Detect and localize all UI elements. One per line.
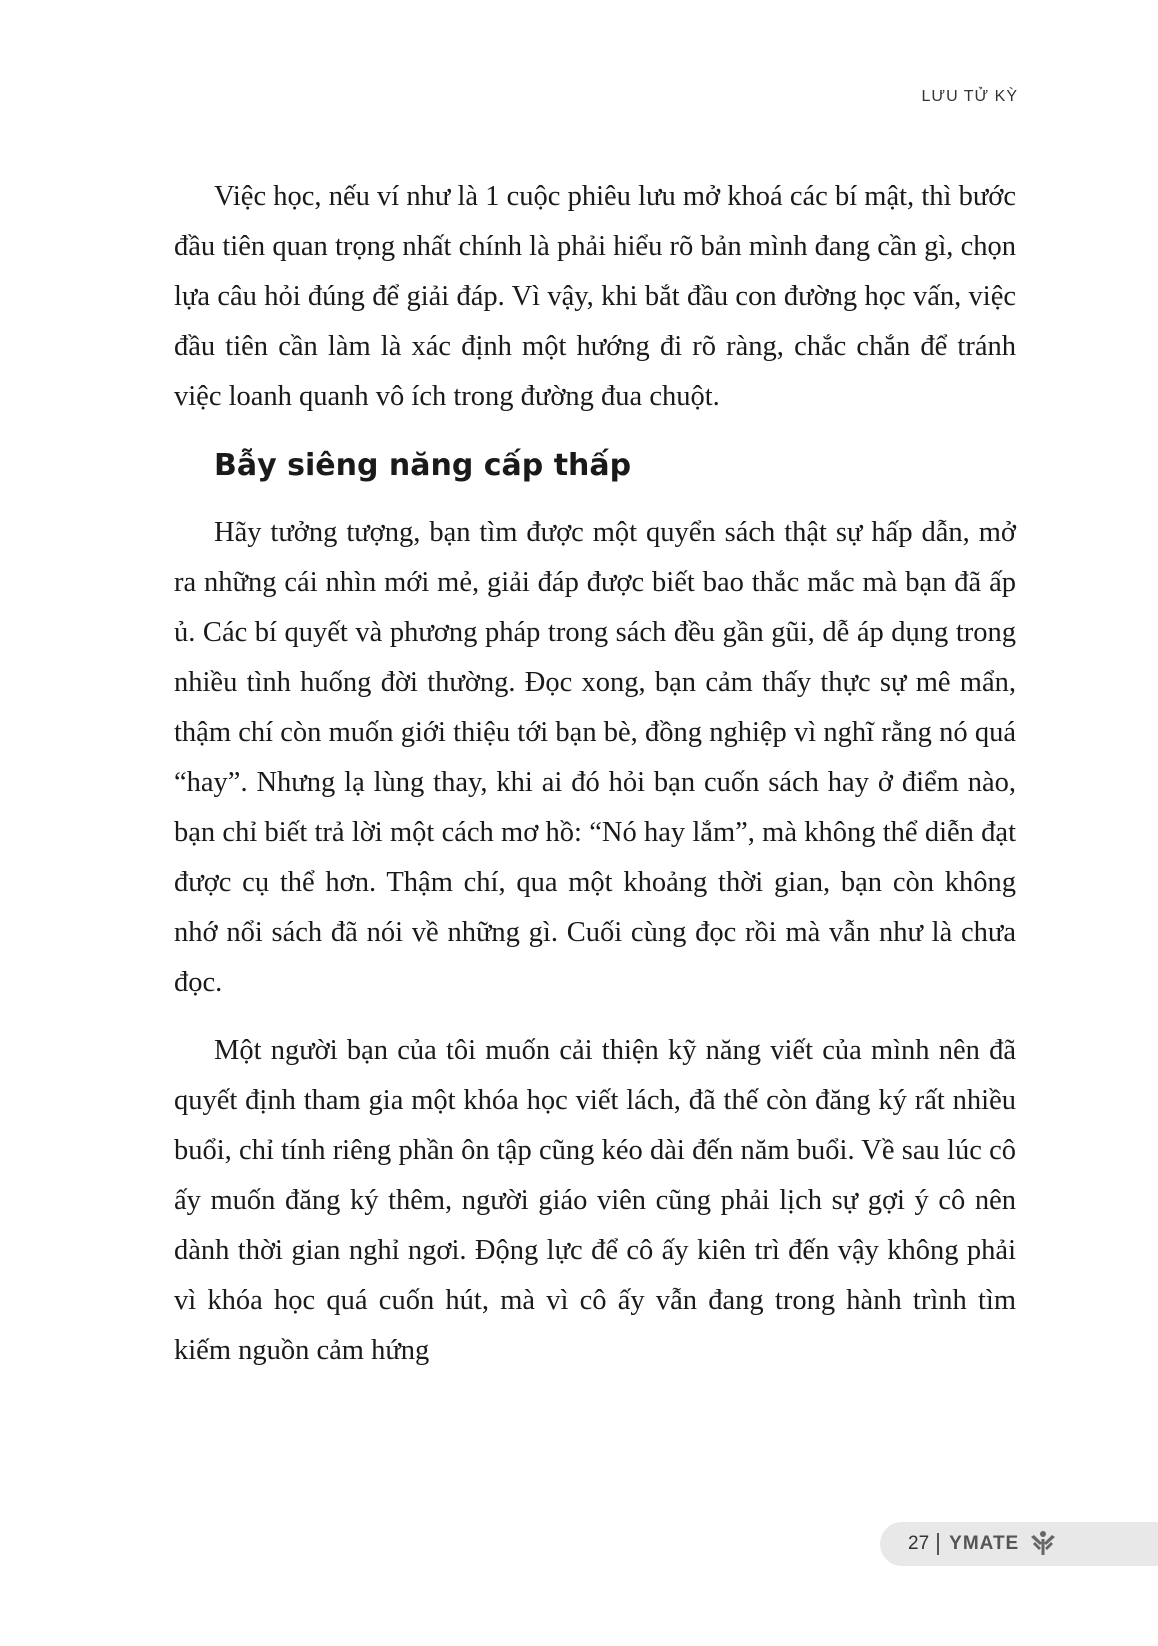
page-number: 27 [908, 1533, 930, 1554]
footer-tab [880, 1522, 1158, 1566]
brand-name: YMATE [949, 1533, 1020, 1554]
ymate-logo-icon [1027, 1528, 1059, 1560]
paragraph: Việc học, nếu ví như là 1 cuộc phiêu lưu mở khoá các bí mật, thì bước đầu tiên quan trọng nhất chính là phải hiểu rõ bản mình đang cần gì, chọn lựa câu hỏi đúng để giải đáp. Vì vậy, khi bắt đầu con đường học vấn, việc đầu tiên cần làm là xác định một hướng đi rõ ràng, chắc chắn để tránh việc loanh quanh vô ích trong đường đua chuột. [174, 181, 1016, 412]
paragraph: Một người bạn của tôi muốn cải thiện kỹ năng viết của mình nên đã quyết định tham gia một khóa học viết lách, đã thế còn đăng ký rất nhiều buổi, chỉ tính riêng phần ôn tập cũng kéo dài đến năm buổi. Về sau lúc cô ấy muốn đăng ký thêm, người giáo viên cũng phải lịch sự gợi ý cô nên dành thời gian nghỉ ngơi. Động lực để cô ấy kiên trì đến vậy không phải vì khóa học quá cuốn hút, mà vì cô ấy vẫn đang trong hành trình tìm kiếm nguồn cảm hứng [174, 1035, 1016, 1366]
section-heading: Bẫy siêng năng cấp thấp [214, 448, 632, 483]
paragraph: Hãy tưởng tượng, bạn tìm được một quyển sách thật sự hấp dẫn, mở ra những cái nhìn mới mẻ, giải đáp được biết bao thắc mắc mà bạn đã ấp ủ. Các bí quyết và phương pháp trong sách đều gần gũi, dễ áp dụng trong nhiều tình huống đời thường. Đọc xong, bạn cảm thấy thực sự mê mẩn, thậm chí còn muốn giới thiệu tới bạn bè, đồng nghiệp vì nghĩ rằng nó quá “hay”. Nhưng lạ lùng thay, khi ai đó hỏi bạn cuốn sách hay ở điểm nào, bạn chỉ biết trả lời một cách mơ hồ: “Nó hay lắm”, mà không thể diễn đạt được cụ thể hơn. Thậm chí, qua một khoảng thời gian, bạn còn không nhớ nổi sách đã nói về những gì. Cuối cùng đọc rồi mà vẫn như là chưa đọc. [174, 517, 1016, 998]
page-body [174, 172, 1016, 1376]
running-head: LƯU TỬ KỲ [921, 88, 1018, 105]
footer-divider [937, 1533, 939, 1555]
